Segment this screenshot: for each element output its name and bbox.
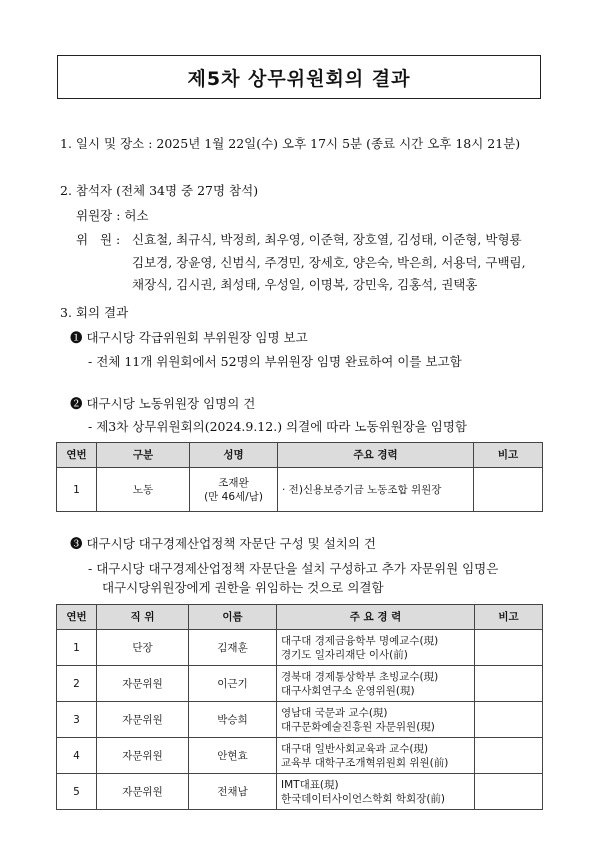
- cell-name: 김재훈: [189, 630, 277, 666]
- cell-position: 자문위원: [97, 774, 189, 810]
- members-label: 위 원 :: [76, 232, 121, 247]
- cell-position: 자문위원: [97, 666, 189, 702]
- table-header-row: [57, 443, 543, 468]
- cell-name: [190, 468, 278, 512]
- chair: 위원장 : 허소: [76, 208, 149, 223]
- career-line: 경북대 경제통상학부 초빙교수(現): [281, 670, 439, 683]
- header-career: 주 요 경 력: [277, 605, 475, 630]
- cell-career: [277, 666, 475, 702]
- cell-no: 1: [57, 468, 97, 512]
- cell-note: [475, 630, 543, 666]
- datetime-place: 1. 일시 및 장소 : 2025년 1월 22일(수) 오후 17시 5분 (종료 시간 오후 18시 21분): [60, 136, 521, 151]
- header-no: 연번: [57, 605, 97, 630]
- item1-title: ❶ 대구시당 각급위원회 부위원장 임명 보고: [70, 330, 308, 345]
- cell-note: [474, 468, 543, 512]
- document-title-box: [57, 55, 541, 99]
- table-row: [57, 738, 543, 774]
- cell-position: 자문위원: [97, 702, 189, 738]
- item2-title: ❷ 대구시당 노동위원장 임명의 건: [70, 396, 256, 411]
- header-note: 비고: [474, 443, 543, 468]
- cell-name: 안현효: [189, 738, 277, 774]
- table-row: [57, 702, 543, 738]
- cell-no: 5: [57, 774, 97, 810]
- item3-detail-2: 대구시당위원장에게 권한을 위임하는 것으로 의결함: [102, 580, 384, 595]
- cell-name: 이근기: [189, 666, 277, 702]
- cell-position: 단장: [97, 630, 189, 666]
- table-row: [57, 774, 543, 810]
- career-line: IMT대표(現): [281, 778, 339, 791]
- cell-career: [277, 774, 475, 810]
- cell-note: [475, 666, 543, 702]
- career-line: 교육부 대학구조개혁위원회 위원(前): [281, 756, 449, 769]
- cell-career: [277, 630, 475, 666]
- cell-category: 노동: [97, 468, 190, 512]
- name-line: 조재완: [218, 476, 249, 489]
- attendees-heading: 2. 참석자 (전체 34명 중 27명 참석): [60, 183, 259, 198]
- cell-note: [475, 738, 543, 774]
- cell-no: 2: [57, 666, 97, 702]
- labor-chair-table: [56, 442, 543, 512]
- header-position: 직 위: [97, 605, 189, 630]
- item2-detail: - 제3차 상무위원회의(2024.9.12.) 의결에 따라 노동위원장을 임명함: [88, 419, 468, 434]
- header-category: 구분: [97, 443, 190, 468]
- cell-name: 전채남: [189, 774, 277, 810]
- item1-detail: - 전체 11개 위원회에서 52명의 부위원장 임명 완료하여 이를 보고함: [88, 354, 462, 369]
- members-line-3: 채장식, 김시권, 최성태, 우성일, 이명복, 강민욱, 김홍석, 권택홍: [132, 277, 478, 292]
- header-note: 비고: [475, 605, 543, 630]
- career-line: 대구문화예술진흥원 자문위원(現): [281, 720, 435, 733]
- advisory-group-table: [56, 604, 543, 810]
- career-line: 한국데이터사이언스학회 학회장(前): [281, 792, 446, 805]
- career-line: 영남대 국문과 교수(現): [281, 706, 388, 719]
- members-line-2: 김보경, 장윤영, 신범식, 주경민, 장세호, 양은숙, 박은희, 서용덕, 구백림,: [132, 255, 526, 270]
- career-line: 대구대 일반사회교육과 교수(現): [281, 742, 429, 755]
- cell-no: 1: [57, 630, 97, 666]
- cell-name: 박승희: [189, 702, 277, 738]
- members-line-1: 신효철, 최규식, 박정희, 최우영, 이준혁, 장호열, 김성태, 이준형, 박형룡: [132, 232, 522, 247]
- document-title: 제5차 상무위원회의 결과: [187, 67, 411, 90]
- header-name: 이름: [189, 605, 277, 630]
- cell-career: [277, 702, 475, 738]
- cell-career: · 전)신용보증기금 노동조합 위원장: [278, 468, 474, 512]
- cell-career: [277, 738, 475, 774]
- header-name: 성명: [190, 443, 278, 468]
- cell-note: [475, 702, 543, 738]
- results-heading: 3. 회의 결과: [60, 305, 129, 320]
- cell-note: [475, 774, 543, 810]
- header-no: 연번: [57, 443, 97, 468]
- cell-no: 4: [57, 738, 97, 774]
- table-row: [57, 666, 543, 702]
- career-line: 대구사회연구소 운영위원(現): [281, 684, 415, 697]
- table-header-row: [57, 605, 543, 630]
- item3-title: ❸ 대구시당 대구경제산업정책 자문단 구성 및 설치의 건: [70, 536, 376, 551]
- age-sex-line: (만 46세/남): [204, 490, 263, 503]
- cell-no: 3: [57, 702, 97, 738]
- header-career: 주요 경력: [278, 443, 474, 468]
- career-line: 경기도 일자리재단 이사(前): [281, 648, 408, 661]
- table-row: [57, 630, 543, 666]
- table-row: [57, 468, 543, 512]
- career-line: 대구대 경제금융학부 명예교수(現): [281, 634, 439, 647]
- cell-position: 자문위원: [97, 738, 189, 774]
- item3-detail-1: - 대구시당 대구경제산업정책 자문단을 설치 구성하고 추가 자문위원 임명은: [88, 561, 499, 576]
